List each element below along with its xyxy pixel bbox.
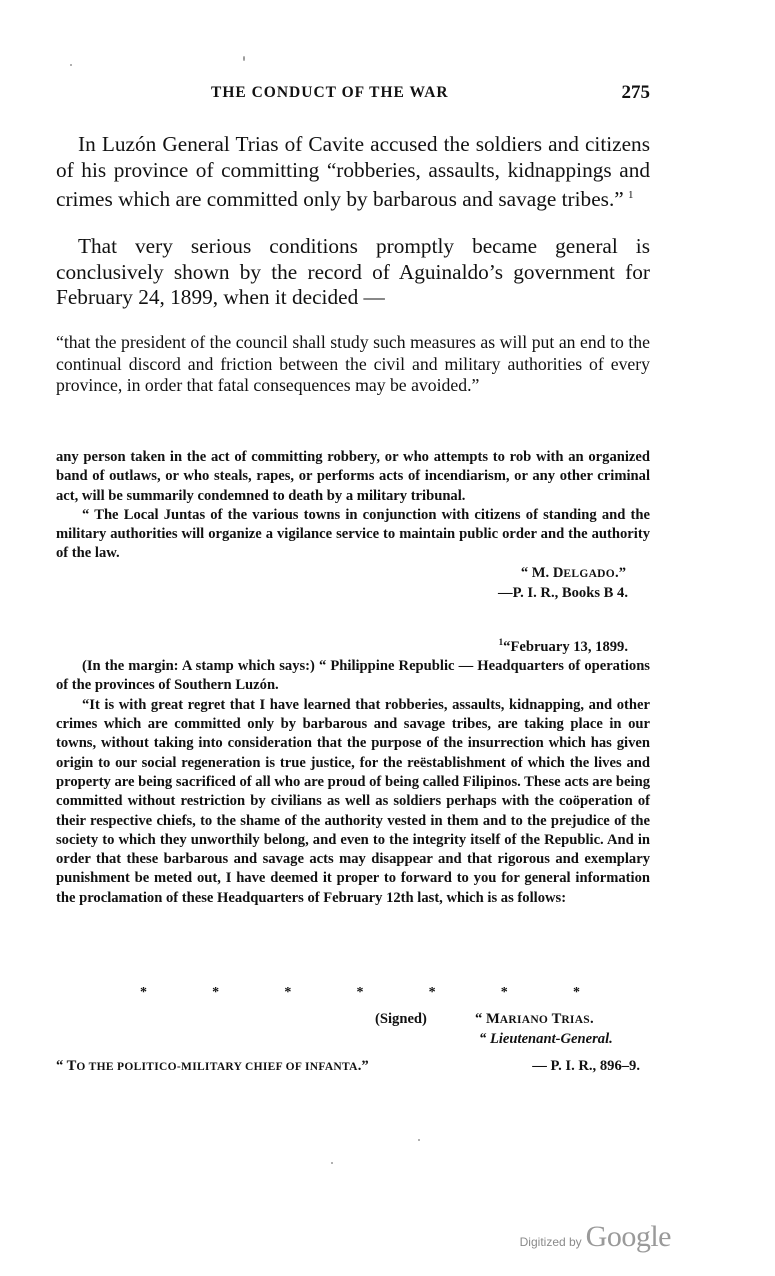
footnote-date: $^1$“February 13, 1899. xyxy=(498,637,628,655)
footnote-source: —P. I. R., Books B 4. xyxy=(497,585,628,602)
footnote-text: any person taken in the act of committing robbery, or who attempts to rob with an organized band of outlaws, or who steals, rapes, or performs acts of incendiarism, or any other criminal act, will be summarily condemned to death by a military tribunal. xyxy=(56,449,650,504)
star-glyph: * xyxy=(428,985,436,1000)
footnote-text: “ The Local Juntas of the various towns in conjunction with citizens of standing and the military authorities will organize a vigilance service to maintain public order and the authority of the law. xyxy=(56,506,650,562)
star-glyph: * xyxy=(572,985,580,1000)
scan-speck xyxy=(418,1139,420,1141)
paragraph-text: That very serious conditions promptly became general is conclusively shown by the record of Aguinaldo’s government for February 24, 1899, when it decided — xyxy=(56,234,650,309)
addressee-line xyxy=(56,1057,650,1077)
signed-label: (Signed) xyxy=(375,1011,427,1027)
footnote-marker: 1 xyxy=(498,637,504,647)
scan-speck xyxy=(331,1162,333,1164)
star-glyph: * xyxy=(284,985,292,1000)
star-glyph: * xyxy=(140,985,147,1000)
continued-footnote xyxy=(56,448,650,603)
star-glyph: * xyxy=(500,985,508,1000)
addressee-source: — P. I. R., 896–9. xyxy=(532,1058,640,1074)
ellipsis-stars xyxy=(140,985,580,1005)
addressee: “ TO THE POLITICO-MILITARY CHIEF OF INFANTA.” xyxy=(56,1058,369,1074)
running-head: THE CONDUCT OF THE WAR xyxy=(211,84,449,101)
signer-name: “ MARIANO TRIAS. xyxy=(475,1011,594,1027)
footnote-signature: “ M. DELGADO.” xyxy=(520,564,626,581)
footnote-1 xyxy=(56,633,650,908)
star-glyph: * xyxy=(356,985,364,1000)
signer-title: “ Lieutenant-General. xyxy=(479,1030,613,1047)
body-paragraph-1 xyxy=(56,132,650,213)
body-paragraph-2 xyxy=(56,234,650,311)
page-number: 275 xyxy=(621,82,650,103)
paragraph-text: In Luzón General Trias of Cavite accused the soldiers and citizens of his province of committing “robberies, assaults, kidnappings and crimes which are committed only by barbarous and savage tribes.” xyxy=(56,132,650,212)
scan-speck xyxy=(243,56,245,61)
digitized-watermark xyxy=(520,1220,671,1254)
letter-text: “It is with great regret that I have learned that robberies, assaults, kidnapping, and other crimes which are committed only by barbarous and savage tribes, are taking place in our towns, without taking into consideration that the purpose of the insurrection which has given origin to our social regeneration is true justice, for the reëstablishment of which the lives and property are being sacrificed of all who are proud of being called Filipinos. These acts are being committed without restriction by civilians as well as soldiers perhaps with the coöperation of their respective chiefs, to the shame of the authority vested in them and to the prejudice of the society to which they unworthily belong, and even to the integrity itself of the Republic. And in order that these barbarous and savage acts may disappear and that rigorous and exemplary punishment be meted out, I have deemed it proper to forward to you for general information the proclamation of these Headquarters of February 12th last, which is as follows: xyxy=(56,696,650,906)
margin-note: (In the margin: A stamp which says:) “ Philippine Republic — Headquarters of operations of the provinces of Southern Luzón. xyxy=(56,658,650,694)
watermark-prefix: Digitized by xyxy=(519,1235,582,1249)
footnote-reference: 1 xyxy=(628,189,634,201)
google-logo: Google xyxy=(585,1220,671,1253)
scan-speck xyxy=(70,64,72,66)
page-header xyxy=(56,84,650,108)
block-quote: “that the president of the council shall study such measures as will put an end to the continual discord and friction between the civil and military authorities of every province, in order that fatal consequences may be avoided.” xyxy=(56,332,650,395)
star-glyph: * xyxy=(212,985,220,1000)
